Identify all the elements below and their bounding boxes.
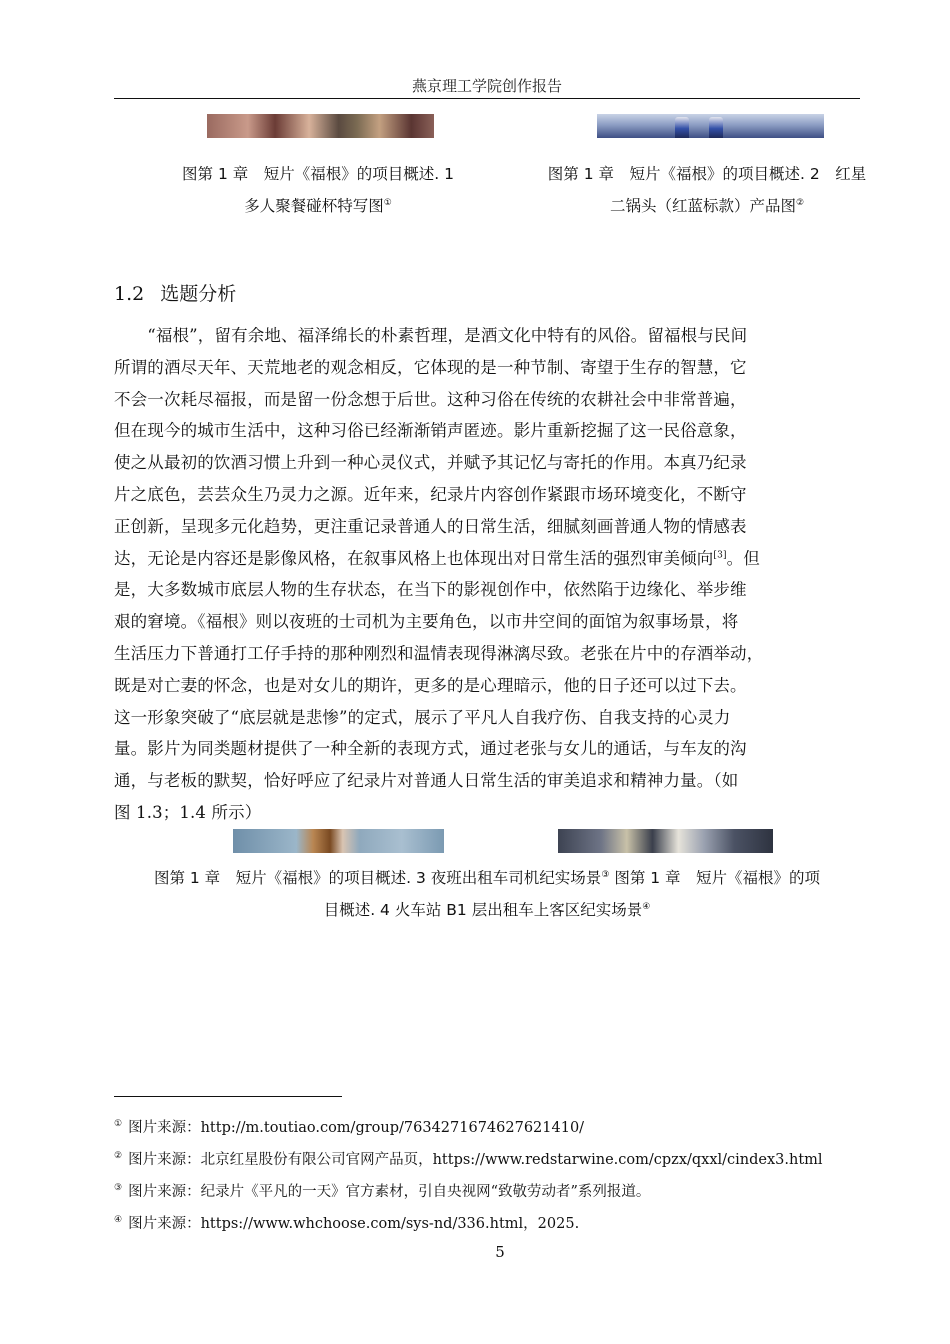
- citation-ref[interactable]: [3]: [713, 550, 727, 561]
- section-title: 选题分析: [160, 283, 237, 305]
- footnote-ref[interactable]: ④: [642, 901, 651, 912]
- footnote-mark: ④: [114, 1215, 123, 1225]
- figure-3-4-caption: [108, 862, 866, 926]
- body-line: 不会一次耗尽福报，而是留一份念想于后世。这种习俗在传统的农耕社会中非常普遍，: [114, 389, 747, 409]
- body-line: 但在现今的城市生活中，这种习俗已经渐渐销声匿迹。影片重新挖掘了这一民俗意象，: [114, 421, 747, 441]
- caption-text: 图第 1 章 短片《福根》的项: [609, 869, 821, 887]
- footnote-1: [114, 1114, 584, 1138]
- caption-text: 目概述. 4 火车站 B1 层出租车上客区纪实场景: [323, 901, 643, 919]
- body-line: 所谓的酒尽天年、天荒地老的观念相反，它体现的是一种节制、寄望于生存的智慧，它: [114, 357, 747, 377]
- footnote-rule: [114, 1096, 342, 1097]
- footnote-3: [114, 1178, 650, 1202]
- footnote-ref[interactable]: ①: [383, 197, 392, 208]
- body-line: 图 1.3；1.4 所示）: [114, 802, 262, 822]
- figure-1-image-toasting: [207, 114, 434, 138]
- body-line: 艰的窘境。《福根》则以夜班的士司机为主要角色，以市井空间的面馆为叙事场景，将: [114, 612, 739, 632]
- body-text-span: 达，无论是内容还是影像风格，在叙事风格上也体现出对日常生活的强烈审美倾向: [114, 548, 714, 568]
- footnote-2: [114, 1146, 823, 1170]
- caption-line: 图第 1 章 短片《福根》的项目概述. 2 红星: [547, 165, 867, 183]
- footnote-text: 图片来源：纪录片《平凡的一天》官方素材，引自央视网“致敬劳动者”系列报道。: [128, 1183, 651, 1200]
- caption-text: 二锅头（红蓝标款）产品图: [609, 197, 796, 215]
- body-line: [114, 543, 860, 575]
- footnote-mark: ③: [114, 1183, 123, 1193]
- footnote-mark: ②: [114, 1151, 123, 1161]
- figure-2-image-bottles: [597, 114, 824, 138]
- body-line: 这一形象突破了“底层就是悲惨”的定式，展示了平凡人自我疗伤、自我支持的心灵力: [114, 707, 731, 727]
- caption-line: [108, 862, 866, 894]
- body-line: 量。影片为同类题材提供了一种全新的表现方式，通过老张与女儿的通话，与车友的沟: [114, 739, 747, 759]
- footnote-text: 图片来源：北京红星股份有限公司官网产品页，https://www.redstarwine.com/cpzx/qxxl/cindex3.html: [128, 1151, 823, 1168]
- section-number: 1.2: [114, 283, 145, 305]
- footnote-4: [114, 1210, 579, 1234]
- caption-text: 图第 1 章 短片《福根》的项目概述. 3 夜班出租车司机纪实场景: [153, 869, 602, 887]
- footnote-mark: ①: [114, 1119, 123, 1129]
- body-paragraph: [114, 320, 860, 829]
- footnote-text: 图片来源：https://www.whchoose.com/sys-nd/336.html，2025.: [128, 1215, 580, 1232]
- body-line: 正创新，呈现多元化趋势，更注重记录普通人的日常生活，细腻刻画普通人物的情感表: [114, 516, 747, 536]
- figure-2-caption: [527, 158, 887, 222]
- bottle-shape: [709, 117, 723, 138]
- bottle-shape: [675, 117, 689, 138]
- body-line: 片之底色，芸芸众生乃灵力之源。近年来，纪录片内容创作紧跟市场环境变化，不断守: [114, 484, 747, 504]
- body-line: 通，与老板的默契，恰好呼应了纪录片对普通人日常生活的审美追求和精神力量。（如: [114, 771, 739, 791]
- page-header: 燕京理工学院创作报告: [411, 77, 562, 95]
- figure-1-caption: [163, 158, 473, 222]
- body-line: 既是对亡妻的怀念，也是对女儿的期许，更多的是心理暗示，他的日子还可以过下去。: [114, 675, 747, 695]
- caption-line: [163, 190, 473, 222]
- body-text-span: 。但: [726, 548, 760, 568]
- footnote-ref[interactable]: ②: [795, 197, 805, 208]
- body-line: 使之从最初的饮酒习惯上升到一种心灵仪式，并赋予其记忆与寄托的作用。本真乃纪录: [114, 453, 747, 473]
- page-number: 5: [495, 1243, 505, 1261]
- caption-line: 图第 1 章 短片《福根》的项目概述. 1: [182, 165, 454, 183]
- body-line: “福根”，留有余地、福泽绵长的朴素哲理，是酒文化中特有的风俗。留福根与民间: [114, 326, 748, 345]
- figure-4-image-taxi-stand: [558, 829, 773, 853]
- body-line: 生活压力下普通打工仔手持的那种刚烈和温情表现得淋漓尽致。老张在片中的存酒举动，: [114, 643, 764, 663]
- caption-line: [527, 190, 887, 222]
- caption-text: 多人聚餐碰杯特写图: [244, 197, 384, 215]
- figure-3-image-taxi-driver: [233, 829, 444, 853]
- header-rule: [114, 98, 860, 99]
- footnote-text: 图片来源：http://m.toutiao.com/group/7634271674627621410/: [128, 1119, 585, 1136]
- caption-line: [108, 894, 866, 926]
- section-heading: [114, 280, 236, 308]
- footnote-ref[interactable]: ③: [601, 869, 610, 880]
- body-line: 是，大多数城市底层人物的生存状态，在当下的影视创作中，依然陷于边缘化、举步维: [114, 580, 747, 600]
